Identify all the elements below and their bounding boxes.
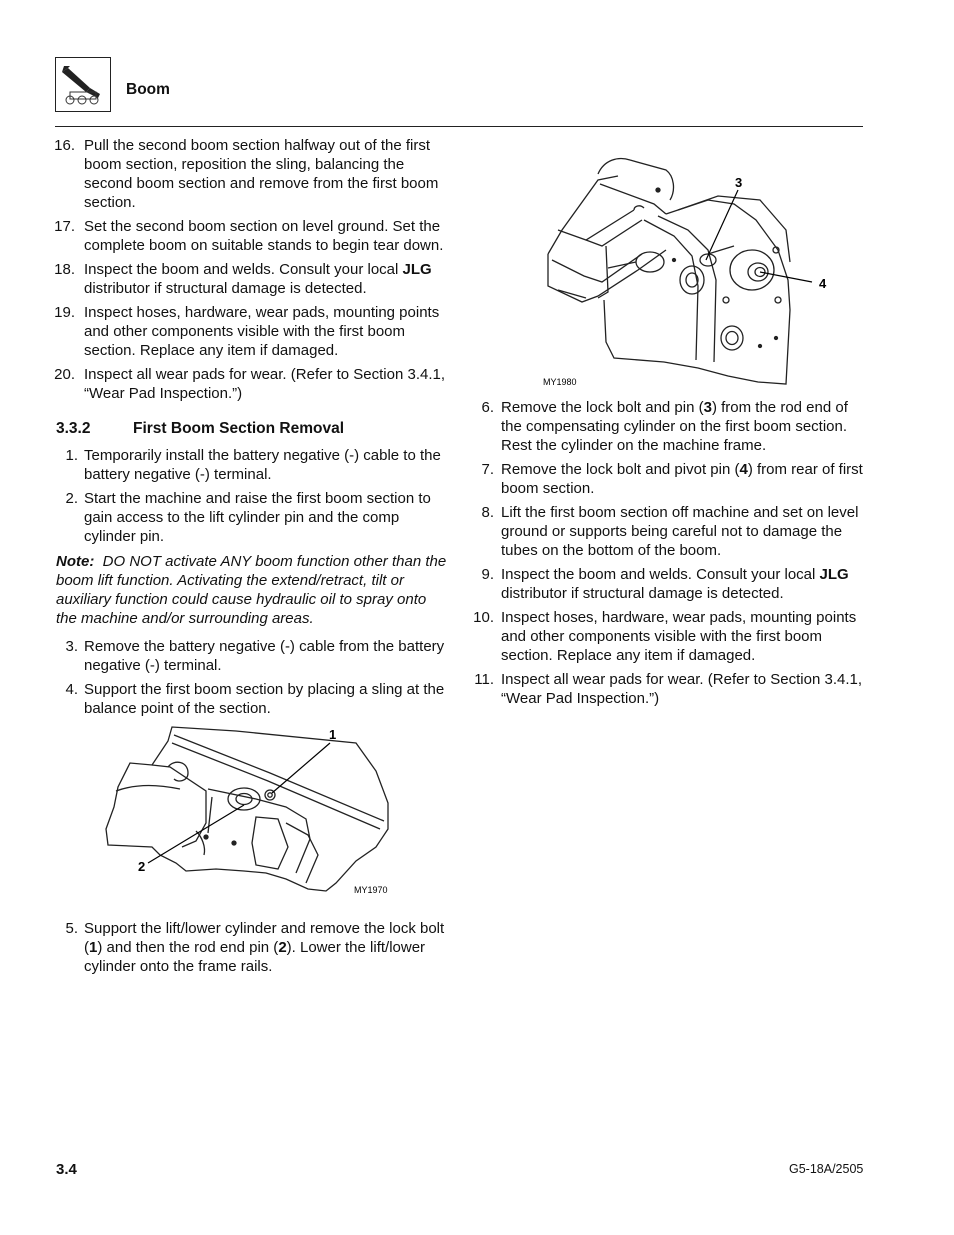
- list-item: 8. Lift the first boom section off machine and set on level ground or supports being careful not to damage the tubes on the bottom of the boom.: [481, 504, 859, 559]
- list-item: 7. Remove the lock bolt and pivot pin (4) from rear of first boom section.: [481, 461, 863, 497]
- note-block: [56, 552, 448, 628]
- callout-4: 4: [819, 276, 827, 291]
- list-item: 17. Set the second boom section on level ground. Set the complete boom on suitable stands to begin tear down.: [54, 218, 444, 254]
- figure-code: MY1970: [354, 885, 388, 895]
- note-label: Note:: [56, 553, 95, 570]
- figure-comp-cylinder-pivot: [538, 150, 838, 390]
- callout-3: 3: [735, 175, 743, 190]
- list-item: 1. Temporarily install the battery negative (-) cable to the battery negative (-) terminal.: [65, 447, 441, 483]
- figure-lift-cylinder-pins: [56, 723, 448, 905]
- callout-2: 2: [138, 859, 146, 874]
- section-number: 3.3.2: [56, 420, 91, 437]
- list-item: 4. Support the first boom section by placing a sling at the balance point of the section.: [65, 681, 445, 717]
- right-column: [472, 398, 864, 713]
- steps-list-c: [56, 637, 448, 718]
- steps-list-d: [472, 398, 864, 708]
- list-item: 19. Inspect hoses, hardware, wear pads, mounting points and other components visible with the first boom section. Replace any item if damaged.: [54, 304, 440, 359]
- steps-list-e: [56, 919, 448, 976]
- steps-list-b: [56, 446, 448, 546]
- list-item: 16. Pull the second boom section halfway out of the first boom section, reposition the sling, balancing the second boom section and remove from the first boom section.: [54, 137, 439, 211]
- page-number: 3.4: [56, 1161, 77, 1178]
- callout-1: 1: [329, 727, 337, 742]
- list-item: 2. Start the machine and raise the first boom section to gain access to the lift cylinder pin and the comp cylinder pin.: [65, 490, 431, 545]
- figure-code: MY1980: [543, 377, 577, 387]
- section-heading: [56, 419, 448, 438]
- list-item: 11. Inspect all wear pads for wear. (Refer to Section 3.4.1, “Wear Pad Inspection.”): [474, 671, 863, 707]
- list-item: 6. Remove the lock bolt and pin (3) from the rod end of the compensating cylinder on the first boom section. Rest the cylinder on the machine frame.: [481, 399, 848, 454]
- section-title: First Boom Section Removal: [133, 420, 345, 437]
- list-item: 9. Inspect the boom and welds. Consult your local JLG distributor if structural damage is detected.: [481, 566, 849, 602]
- page-header-title: Boom: [126, 81, 170, 98]
- list-item: 20. Inspect all wear pads for wear. (Refer to Section 3.4.1, “Wear Pad Inspection.”): [54, 366, 446, 402]
- left-column: [56, 136, 448, 981]
- list-item: 3. Remove the battery negative (-) cable from the battery negative (-) terminal.: [65, 638, 445, 674]
- note-text: DO NOT activate ANY boom function other than the boom lift function. Activating the extend/retract, tilt or auxiliary function could cause hydraulic oil to spray onto the machine and/or surrounding areas.: [56, 553, 447, 627]
- list-item: 10. Inspect hoses, hardware, wear pads, mounting points and other components visible with the first boom section. Replace any item if damaged.: [473, 609, 857, 664]
- list-item: 5. Support the lift/lower cylinder and remove the lock bolt (1) and then the rod end pin (2). Lower the lift/lower cylinder onto the frame rails.: [65, 920, 445, 975]
- steps-list-a: [56, 136, 448, 403]
- document-code: G5-18A/2505: [789, 1162, 864, 1176]
- header-divider: [55, 126, 863, 127]
- boom-section-icon: [55, 57, 111, 112]
- list-item: 18. Inspect the boom and welds. Consult your local JLG distributor if structural damage is detected.: [54, 261, 432, 297]
